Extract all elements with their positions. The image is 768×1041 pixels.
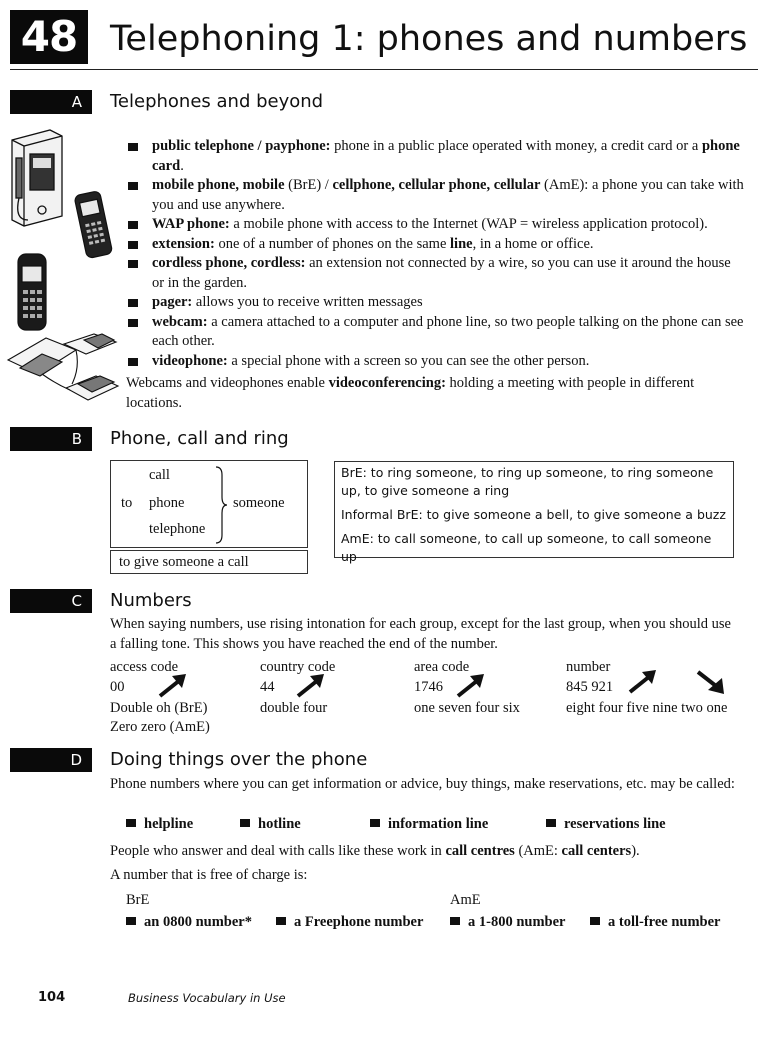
verb-telephone: telephone (149, 521, 206, 537)
list-item: videophone: a special phone with a screen so you can see the other person. (126, 352, 746, 372)
page-title: Telephoning 1: phones and numbers (110, 19, 748, 59)
section-a-list (126, 137, 746, 371)
number-said: eight four five nine two one (566, 700, 728, 716)
list-item: pager: allows you to receive written messages (126, 293, 746, 313)
list-item: webcam: a camera attached to a computer and phone line, so two people talking on the phone can see each other. (126, 313, 746, 352)
falling-arrow-icon (694, 668, 728, 696)
country-code-value: 44 (260, 679, 275, 695)
verb-phone: phone (149, 495, 185, 511)
to-label: to (121, 495, 133, 511)
list-item: an 0800 number* (126, 914, 252, 931)
list-item: a Freephone number (276, 914, 423, 931)
verb-call: call (149, 467, 170, 483)
list-item: reservations line (546, 816, 666, 833)
payphone-icon (12, 130, 62, 226)
list-item: cordless phone, cordless: an extension not connected by a wire, so you can use it around the house or in the garden. (126, 254, 746, 293)
section-b-title: Phone, call and ring (110, 428, 289, 449)
mobile-phone-icon (74, 191, 113, 259)
section-c-title: Numbers (110, 590, 192, 611)
section-d-intro: Phone numbers where you can get information or advice, buy things, make reservations, etc. may be called: (110, 776, 735, 792)
page-number: 104 (38, 990, 66, 1005)
free-of-charge-text: A number that is free of charge is: (110, 867, 308, 883)
section-a-title: Telephones and beyond (110, 91, 324, 112)
list-item: extension: one of a number of phones on the same line, in a home or office. (126, 235, 746, 255)
list-item: information line (370, 816, 488, 833)
access-code-label: access code (110, 659, 179, 675)
bre-label: BrE (126, 892, 150, 908)
section-a-marker: A (10, 90, 92, 114)
list-item: a 1-800 number (450, 914, 565, 931)
numbers-intro: When saying numbers, use rising intonation for each group, except for the last group, when you should use a falling tone. This shows you have reached the end of the number. (110, 616, 731, 652)
list-item: a toll-free number (590, 914, 720, 931)
rising-arrow-icon (626, 668, 660, 696)
area-code-said: one seven four six (414, 700, 520, 716)
mobile-phone-icon (18, 254, 46, 330)
title-rule (10, 69, 758, 70)
give-call-box: to give someone a call (110, 550, 308, 574)
access-code-said: Double oh (BrE) (110, 700, 208, 716)
list-item: helpline (126, 816, 193, 833)
list-item: hotline (240, 816, 301, 833)
number-value: 845 921 (566, 679, 614, 695)
telephones-illustration (6, 128, 124, 418)
number-label: number (566, 659, 611, 675)
verb-pattern-box (110, 460, 308, 548)
rising-arrow-icon (156, 672, 190, 700)
access-code-value: 00 (110, 679, 125, 695)
unit-number-badge: 48 (10, 10, 88, 64)
section-a-note: Webcams and videophones enable videoconferencing: holding a meeting with people in different locations. (126, 375, 695, 411)
rising-arrow-icon (294, 672, 328, 700)
section-d-marker: D (10, 748, 92, 772)
object-someone: someone (233, 495, 285, 511)
area-code-label: area code (414, 659, 470, 675)
country-code-said: double four (260, 700, 328, 716)
list-item: mobile phone, mobile (BrE) / cellphone, cellular phone, cellular (AmE): a phone you can take with you and use anywhere. (126, 176, 746, 215)
ame-label: AmE (450, 892, 481, 908)
rising-arrow-icon (454, 672, 488, 700)
section-d-title: Doing things over the phone (110, 749, 368, 770)
bre-ring-text: BrE: to ring someone, to ring up someone, to ring someone up, to give someone a ring (341, 465, 714, 498)
ame-call-text: AmE: to call someone, to call up someone, to call someone up (341, 531, 712, 564)
access-code-said-ame: Zero zero (AmE) (110, 719, 210, 735)
list-item: public telephone / payphone: phone in a public place operated with money, a credit card or a phone card. (126, 137, 746, 176)
section-b-marker: B (10, 427, 92, 451)
country-code-label: country code (260, 659, 336, 675)
call-centres-text: People who answer and deal with calls like these work in call centres (AmE: call centers). (110, 843, 640, 859)
section-c-marker: C (10, 589, 92, 613)
desk-phones-icon (8, 334, 118, 400)
informal-bre-text: Informal BrE: to give someone a bell, to give someone a buzz (341, 507, 726, 522)
list-item: WAP phone: a mobile phone with access to the Internet (WAP = wireless application protocol). (126, 215, 746, 235)
book-title: Business Vocabulary in Use (128, 991, 286, 1005)
brace-icon (215, 465, 229, 545)
ring-variants-box (334, 461, 734, 564)
area-code-value: 1746 (414, 679, 443, 695)
